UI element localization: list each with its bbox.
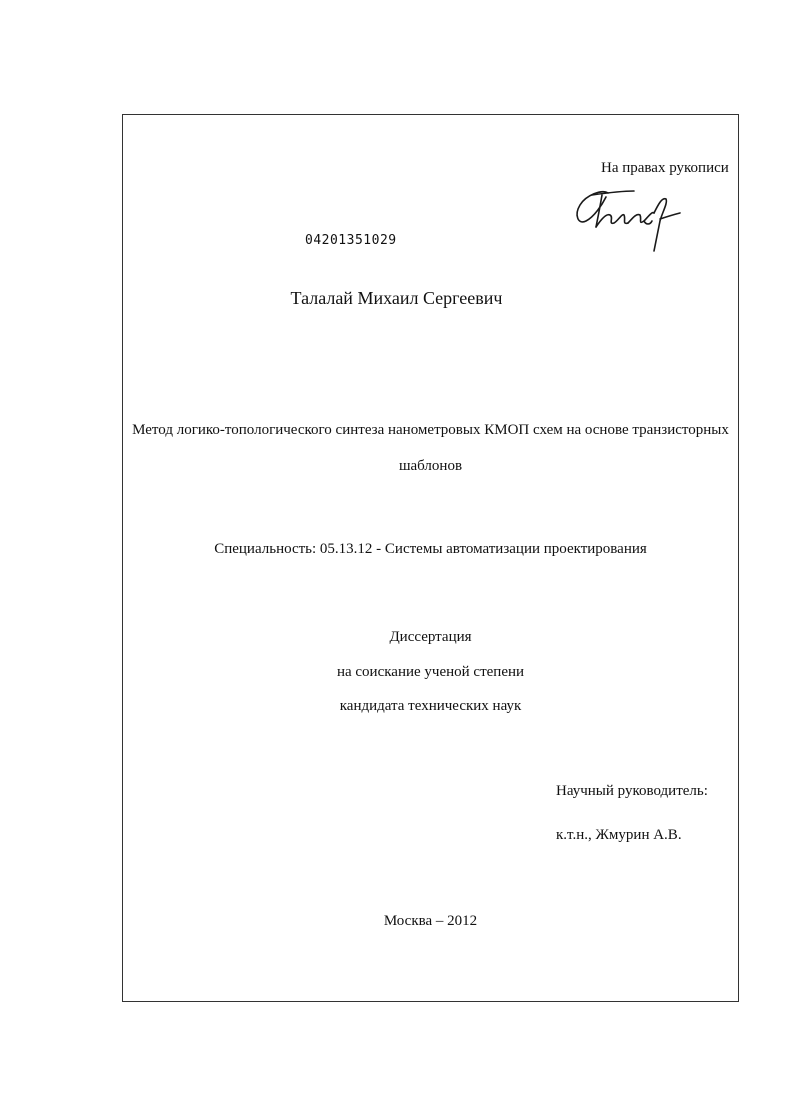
degree-line-2: кандидата технических наук	[339, 698, 522, 714]
inventory-number: 04201351029	[305, 233, 397, 248]
work-type: Диссертация	[389, 629, 472, 645]
rights-note: На правах рукописи	[601, 160, 729, 176]
supervisor-label: Научный руководитель:	[556, 783, 708, 799]
thesis-title-line-1: Метод логико-топологического синтеза нанометровых КМОП схем на основе транзисторных	[132, 422, 729, 438]
thesis-title-line-2: шаблонов	[398, 458, 463, 474]
author-name: Талалай Михаил Сергеевич	[290, 288, 503, 308]
signature-icon	[572, 185, 690, 257]
city-year: Москва – 2012	[383, 913, 478, 929]
supervisor-name: к.т.н., Жмурин А.В.	[556, 827, 682, 843]
specialty: Специальность: 05.13.12 - Системы автоматизации проектирования	[214, 541, 647, 557]
degree-line-1: на соискание ученой степени	[336, 664, 525, 680]
